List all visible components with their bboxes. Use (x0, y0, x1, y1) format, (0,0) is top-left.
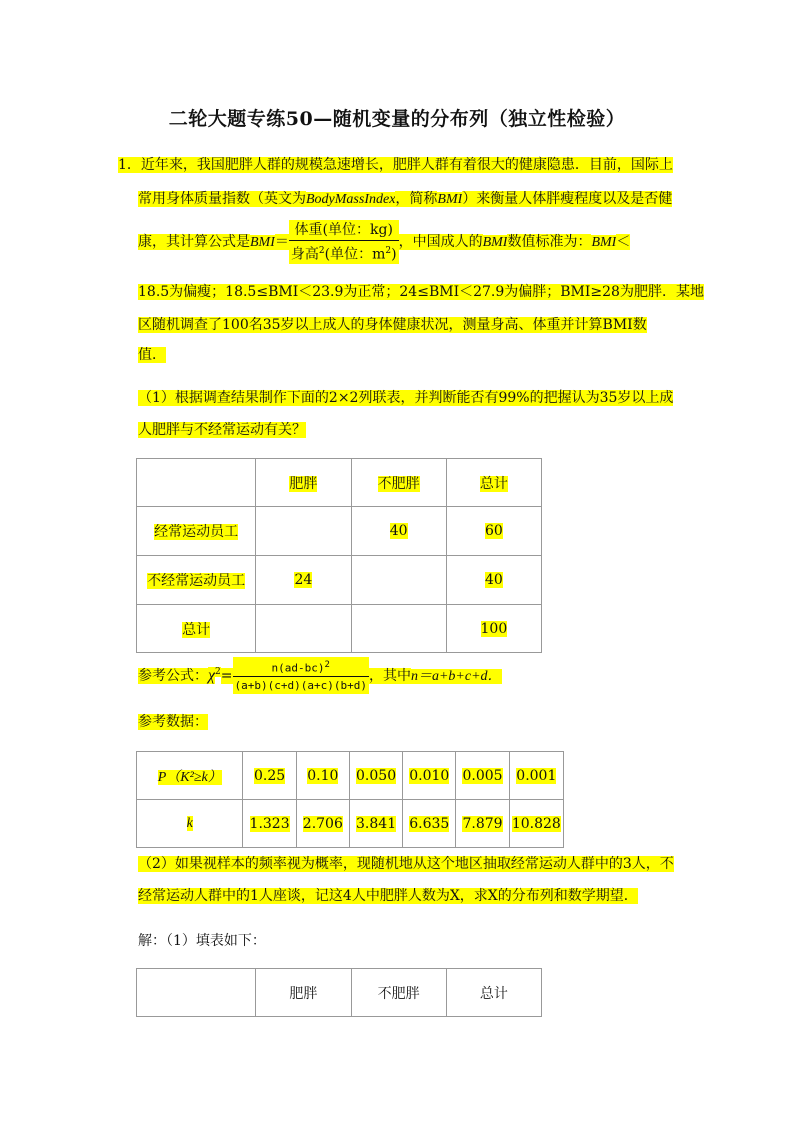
table-cell: 0.005 (456, 752, 509, 800)
problem-line-2 (138, 187, 672, 212)
table-header-row (137, 969, 542, 1017)
equals-sign: = (220, 667, 233, 684)
table-cell: 0.010 (403, 752, 456, 800)
table-cell (351, 556, 446, 605)
table-row (137, 752, 564, 800)
table-cell (137, 969, 256, 1017)
table-cell (351, 605, 446, 653)
solution-table (136, 968, 542, 1017)
question-2-text: （2）如果视样本的频率视为概率，现随机地从这个地区抽取经常运动人群中的3人，不 (138, 856, 674, 872)
table-cell: 不肥胖 (351, 459, 446, 507)
question-1-line-2 (138, 418, 306, 442)
fraction-numerator (233, 657, 369, 678)
table-cell: 40 (446, 556, 541, 605)
table-cell: 总计 (446, 969, 541, 1017)
table-cell: 0.050 (349, 752, 402, 800)
den-part: ) (391, 246, 397, 263)
problem-line-3 (138, 218, 630, 266)
problem-text-1: 1．近年来，我国肥胖人群的规模急速增长，肥胖人群有着很大的健康隐患．目前，国际上 (118, 157, 673, 173)
table-cell: 0.10 (296, 752, 349, 800)
problem-line-4 (138, 280, 704, 304)
table-cell: 不经常运动员工 (137, 556, 256, 605)
fraction-denominator (289, 241, 399, 265)
bmi-fraction (289, 220, 399, 265)
page-title: 二轮大题专练50—随机变量的分布列（独立性检验） (168, 108, 626, 130)
table-row (137, 556, 542, 605)
table-row (137, 800, 564, 848)
problem-text-6: 值． (138, 347, 166, 363)
bmi-abbr: BMI (437, 192, 463, 207)
reference-data-label (138, 710, 208, 734)
problem-text-4: 18.5为偏瘦；18.5≤BMI＜23.9为正常；24≤BMI＜27.9为偏胖；BMI≥28为肥胖．某地 (138, 284, 704, 300)
table-row (137, 605, 542, 653)
table-cell: 2.706 (296, 800, 349, 848)
table-cell: 0.25 (243, 752, 296, 800)
table-cell: k (137, 800, 243, 848)
table-header-row (137, 459, 542, 507)
text-segment: ，中国成人的 (398, 234, 483, 250)
text-segment: 常用身体质量指数（英文为 (138, 191, 306, 207)
text-segment: ，其中 (368, 667, 411, 684)
table-cell: 60 (446, 507, 541, 556)
fraction-denominator: (a+b)(c+d)(a+c)(b+d) (234, 679, 367, 693)
table-cell: 40 (351, 507, 446, 556)
text-segment: ，简称 (395, 191, 438, 207)
den-part: 身高 (290, 246, 319, 263)
table-cell: 总计 (446, 459, 541, 507)
chi-square-fraction (233, 657, 369, 695)
table-cell: P（K²≥k） (137, 752, 243, 800)
table-cell: 7.879 (456, 800, 509, 848)
question-2-line-2 (138, 884, 638, 908)
table-cell: 6.635 (403, 800, 456, 848)
text-segment: 康，其计算公式是 (138, 234, 250, 250)
table-cell: 肥胖 (256, 969, 351, 1017)
table-cell: 肥胖 (256, 459, 351, 507)
chi-symbol: χ (208, 666, 216, 684)
question-2-line-1 (138, 852, 674, 876)
table-cell: 100 (446, 605, 541, 653)
problem-line-1 (118, 153, 673, 177)
den-sup: 2 (318, 245, 325, 256)
text-segment: ）来衡量人体胖瘦程度以及是否健 (462, 191, 673, 207)
table-cell: 3.841 (349, 800, 402, 848)
table-cell (256, 605, 351, 653)
problem-text-5: 区随机调查了100名35岁以上成人的身体健康状况，测量身高、体重并计算BMI数 (138, 317, 647, 333)
formula-n-def: n＝a+b+c+d． (410, 668, 502, 684)
num-sup: 2 (324, 659, 330, 670)
equals-sign: ＝ (274, 234, 289, 250)
question-1-text: （1）根据调查结果制作下面的2×2列联表，并判断能否有99%的把握认为35岁以上成 (138, 390, 674, 406)
solution-text: 解：（1）填表如下： (138, 933, 266, 949)
bmi-abbr: BMI (482, 235, 508, 250)
table-row (137, 507, 542, 556)
num-text: n(ad-bc) (271, 661, 325, 675)
table-cell: 1.323 (243, 800, 296, 848)
ref-label-text: 参考数据： (138, 714, 208, 730)
bmi-abbr: BMI (591, 235, 617, 250)
table-cell: 24 (256, 556, 351, 605)
table-cell (256, 507, 351, 556)
table-cell: 10.828 (509, 800, 563, 848)
problem-line-5 (138, 313, 647, 337)
formula-label: 参考公式： (138, 667, 208, 684)
question-1-line-1 (138, 386, 673, 410)
solution-heading (138, 929, 266, 953)
chi-sup: 2 (215, 667, 221, 677)
den-sup: 2 (385, 245, 392, 256)
text-segment: 数值标准为： (507, 234, 592, 250)
critical-value-table (136, 751, 564, 848)
table-cell: 0.001 (509, 752, 563, 800)
bmi-fullname: BodyMassIndex (306, 192, 396, 207)
bmi-abbr: BMI (250, 235, 275, 250)
reference-formula (138, 652, 502, 692)
less-than: ＜ (616, 234, 631, 250)
question-1-text: 人肥胖与不经常运动有关？ (138, 422, 306, 438)
table-cell: 不肥胖 (351, 969, 446, 1017)
fraction-numerator: 体重(单位：kg) (289, 220, 399, 241)
problem-line-6 (138, 343, 166, 367)
den-part: (单位：m (324, 246, 386, 263)
table-cell (137, 459, 256, 507)
table-cell: 总计 (137, 605, 256, 653)
question-2-text: 经常运动人群中的1人座谈，记这4人中肥胖人数为X，求X的分布列和数学期望． (138, 888, 638, 904)
table-cell: 经常运动员工 (137, 507, 256, 556)
contingency-table (136, 458, 542, 653)
